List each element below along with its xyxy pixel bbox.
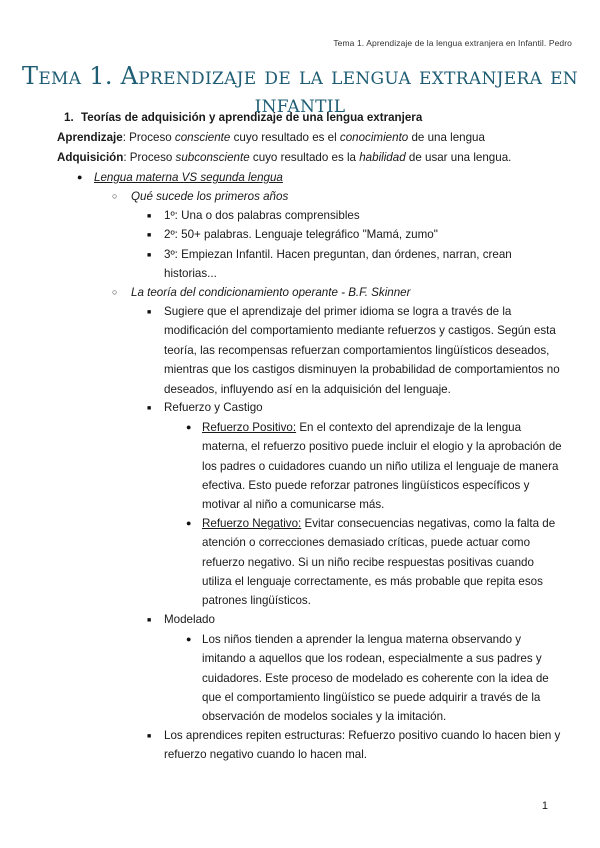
- term-aprendizaje: Aprendizaje: [57, 131, 123, 144]
- square-marker: ■: [147, 309, 152, 316]
- modelado-text: cuidadores. Este proceso de modelado es coherente con la idea de: [202, 672, 549, 685]
- refuerzo-positivo-text: motivar al niño a comunicarse más.: [202, 498, 385, 511]
- list-item: 1º: Una o dos palabras comprensibles: [164, 209, 360, 222]
- modelado-text: imitando a aquellos que los rodean, especialmente a sus padres y: [202, 652, 542, 665]
- def-italic: habilidad: [359, 151, 406, 164]
- bullet-dot: ●: [186, 634, 192, 644]
- sub-primeros-anos: Qué sucede los primeros años: [131, 190, 289, 203]
- refuerzo-negativo-text: Evitar consecuencias negativas, como la falta de: [301, 517, 556, 530]
- refuerzo-positivo-text: los padres o cuidadores cuando un niño utiliza el lenguaje de manera: [202, 460, 559, 473]
- header-note: Tema 1. Aprendizaje de la lengua extranjera en Infantil. Pedro: [333, 38, 572, 48]
- square-marker: ■: [147, 213, 152, 220]
- refuerzo-positivo-label: Refuerzo Positivo:: [202, 421, 297, 434]
- refuerzo-negativo-text: patrones lingüísticos.: [202, 594, 311, 607]
- square-marker: ■: [147, 252, 152, 259]
- list-item-continuation: historias...: [164, 267, 217, 280]
- repiten-text: Los aprendices repiten estructuras: Refuerzo positivo cuando lo hacen bien y: [164, 729, 561, 742]
- skinner-text: Sugiere que el aprendizaje del primer idioma se logra a través de la: [164, 305, 512, 318]
- refuerzo-negativo-label: Refuerzo Negativo:: [202, 517, 302, 530]
- square-marker: ■: [147, 232, 152, 239]
- bullet-dot: ●: [186, 518, 192, 528]
- refuerzo-positivo-text: efectiva. Esto puede reforzar patrones lingüísticos específicos y: [202, 479, 530, 492]
- skinner-text: teoría, las recompensas refuerzan comportamientos lingüísticos deseados,: [164, 344, 550, 357]
- list-item: 2º: 50+ palabras. Lenguaje telegráfico "Mamá, zumo": [164, 228, 438, 241]
- refuerzo-positivo-text: materna, el refuerzo positivo puede incluir el elogio y la aprobación de: [202, 440, 562, 453]
- skinner-text: mientras que los castigos disminuyen la probabilidad de comportamientos no: [164, 363, 560, 376]
- definition-adquisicion: [57, 148, 511, 168]
- page-number: 1: [541, 800, 548, 812]
- repiten-text: refuerzo negativo cuando lo hacen mal.: [164, 748, 368, 761]
- bullet-dot: ●: [186, 422, 192, 432]
- skinner-text: deseados, influyendo así en la adquisición del lenguaje.: [164, 383, 451, 396]
- modelado-text: observación de modelos sociales y la imitación.: [202, 710, 447, 723]
- modelado-title: Modelado: [164, 613, 215, 626]
- skinner-text: modificación del comportamiento mediante refuerzos y castigos. Según esta: [164, 324, 556, 337]
- refuerzo-negativo-text: refuerzo negativo. Si un niño recibe respuestas positivas cuando: [202, 556, 534, 569]
- refuerzo-positivo: [202, 418, 521, 438]
- square-marker: ■: [147, 617, 152, 624]
- square-marker: ■: [147, 733, 152, 740]
- term-adquisicion: Adquisición: [57, 151, 124, 164]
- def-text: : Proceso: [123, 151, 176, 164]
- sub-skinner: La teoría del condicionamiento operante - B.F. Skinner: [131, 286, 411, 299]
- def-italic: subconsciente: [175, 151, 250, 164]
- def-text: de una lengua: [408, 131, 485, 144]
- def-text: : Proceso: [122, 131, 175, 144]
- modelado-text: que el comportamiento lingüístico se puede adquirir a través de la: [202, 691, 541, 704]
- square-marker: ■: [147, 405, 152, 412]
- modelado-text: Los niños tienden a aprender la lengua materna observando y: [202, 633, 522, 646]
- circle-marker: ○: [112, 287, 118, 297]
- section-number: 1.: [64, 111, 74, 124]
- refuerzo-negativo: [202, 514, 555, 534]
- def-italic: conocimiento: [339, 131, 409, 144]
- bullet-dot: ●: [77, 172, 83, 182]
- refuerzo-positivo-text: En el contexto del aprendizaje de la lengua: [296, 421, 522, 434]
- def-italic: consciente: [174, 131, 231, 144]
- def-text: cuyo resultado es la: [249, 151, 360, 164]
- refuerzo-negativo-text: atención o correcciones demasiado críticas, puede actuar como: [202, 536, 531, 549]
- refuerzo-negativo-text: utiliza el lenguaje correctamente, es más probable que repita esos: [202, 575, 543, 588]
- page-title: Tema 1. Aprendizaje de la lengua extranjera en infantil: [22, 62, 578, 118]
- def-text: de usar una lengua.: [405, 151, 512, 164]
- refuerzo-castigo-title: Refuerzo y Castigo: [164, 401, 263, 414]
- list-item: 3º: Empiezan Infantil. Hacen preguntan, dan órdenes, narran, crean: [164, 248, 512, 261]
- definition-aprendizaje: [57, 128, 485, 148]
- section-heading: Teorías de adquisición y aprendizaje de una lengua extranjera: [81, 111, 423, 124]
- circle-marker: ○: [112, 191, 118, 201]
- def-text: cuyo resultado es el: [230, 131, 340, 144]
- bullet-lengua-materna: Lengua materna VS segunda lengua: [94, 171, 283, 184]
